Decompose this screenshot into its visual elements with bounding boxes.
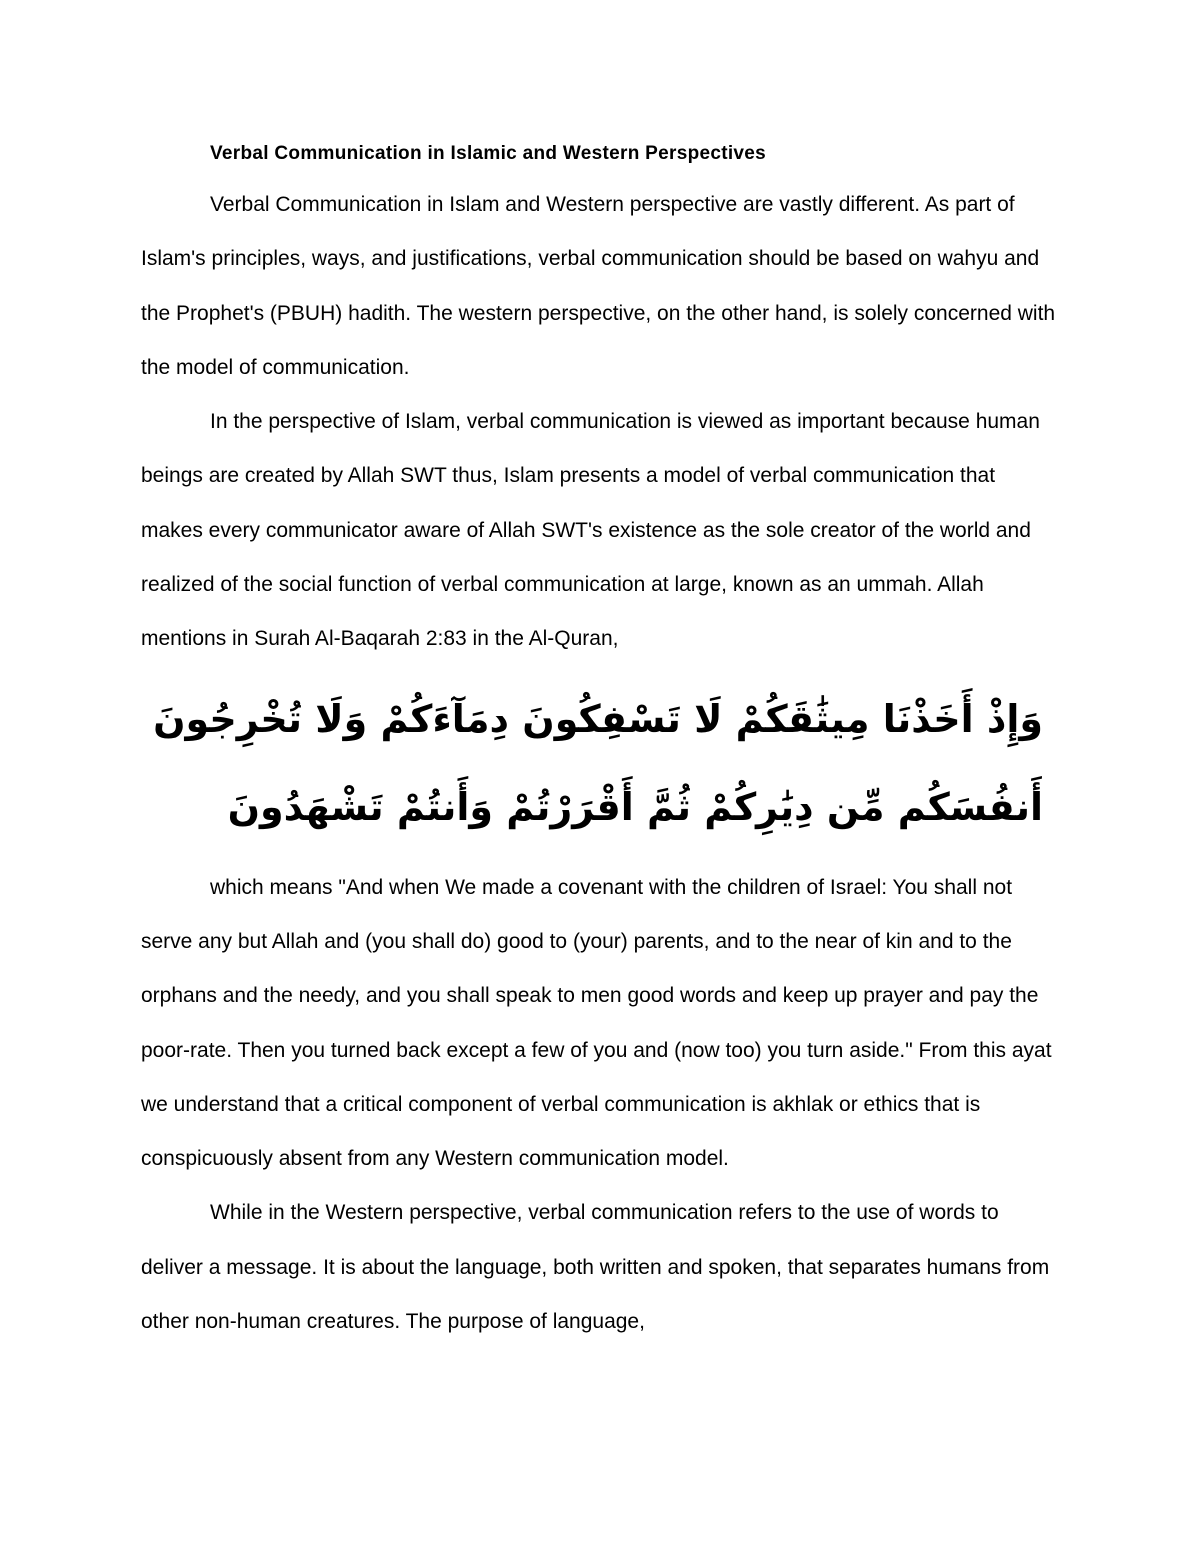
paragraph-islamic-perspective: In the perspective of Islam, verbal communication is viewed as important because human beings are created by Allah SWT thus, Islam presents a model of verbal communication that makes every communicator aware of Allah SWT's existence as the sole creator of the world and realized of the social function of verbal communication at large, known as an ummah. Allah mentions in Surah Al-Baqarah 2:83 in the Al-Quran, — [141, 410, 1040, 651]
arabic-verse: وَإِذْ أَخَذْنَا مِيثَٰقَكُمْ لَا تَسْفِكُونَ دِمَآءَكُمْ وَلَا تُخْرِجُونَ أَنفُسَكُم مِّن دِيَٰرِكُمْ ثُمَّ أَقْرَرْتُمْ وَأَنتُمْ تَشْهَدُونَ — [153, 696, 1043, 829]
paragraph-western-perspective: While in the Western perspective, verbal communication refers to the use of words to deliver a message. It is about the language, both written and spoken, that separates humans from other non-human creatures. The purpose of language, — [141, 1201, 1050, 1334]
paragraph-intro: Verbal Communication in Islam and Western perspective are vastly different. As part of Islam's principles, ways, and justifications, verbal communication should be based on wahyu and the Prophet's (PBUH) hadith. The western perspective, on the other hand, is solely concerned with the model of communication. — [141, 193, 1056, 379]
document-body — [141, 140, 1061, 1349]
paragraph-verse-meaning: which means "And when We made a covenant with the children of Israel: You shall not serve any but Allah and (you shall do) good to (your) parents, and to the near of kin and to the orphans and the needy, and you shall speak to men good words and keep up prayer and pay the poor-rate. Then you turned back except a few of you and (now too) you turn aside." From this ayat we understand that a critical component of verbal communication is akhlak or ethics that is conspicuously absent from any Western communication model. — [141, 875, 1052, 1171]
document-title: Verbal Communication in Islamic and Western Perspectives — [210, 143, 767, 164]
